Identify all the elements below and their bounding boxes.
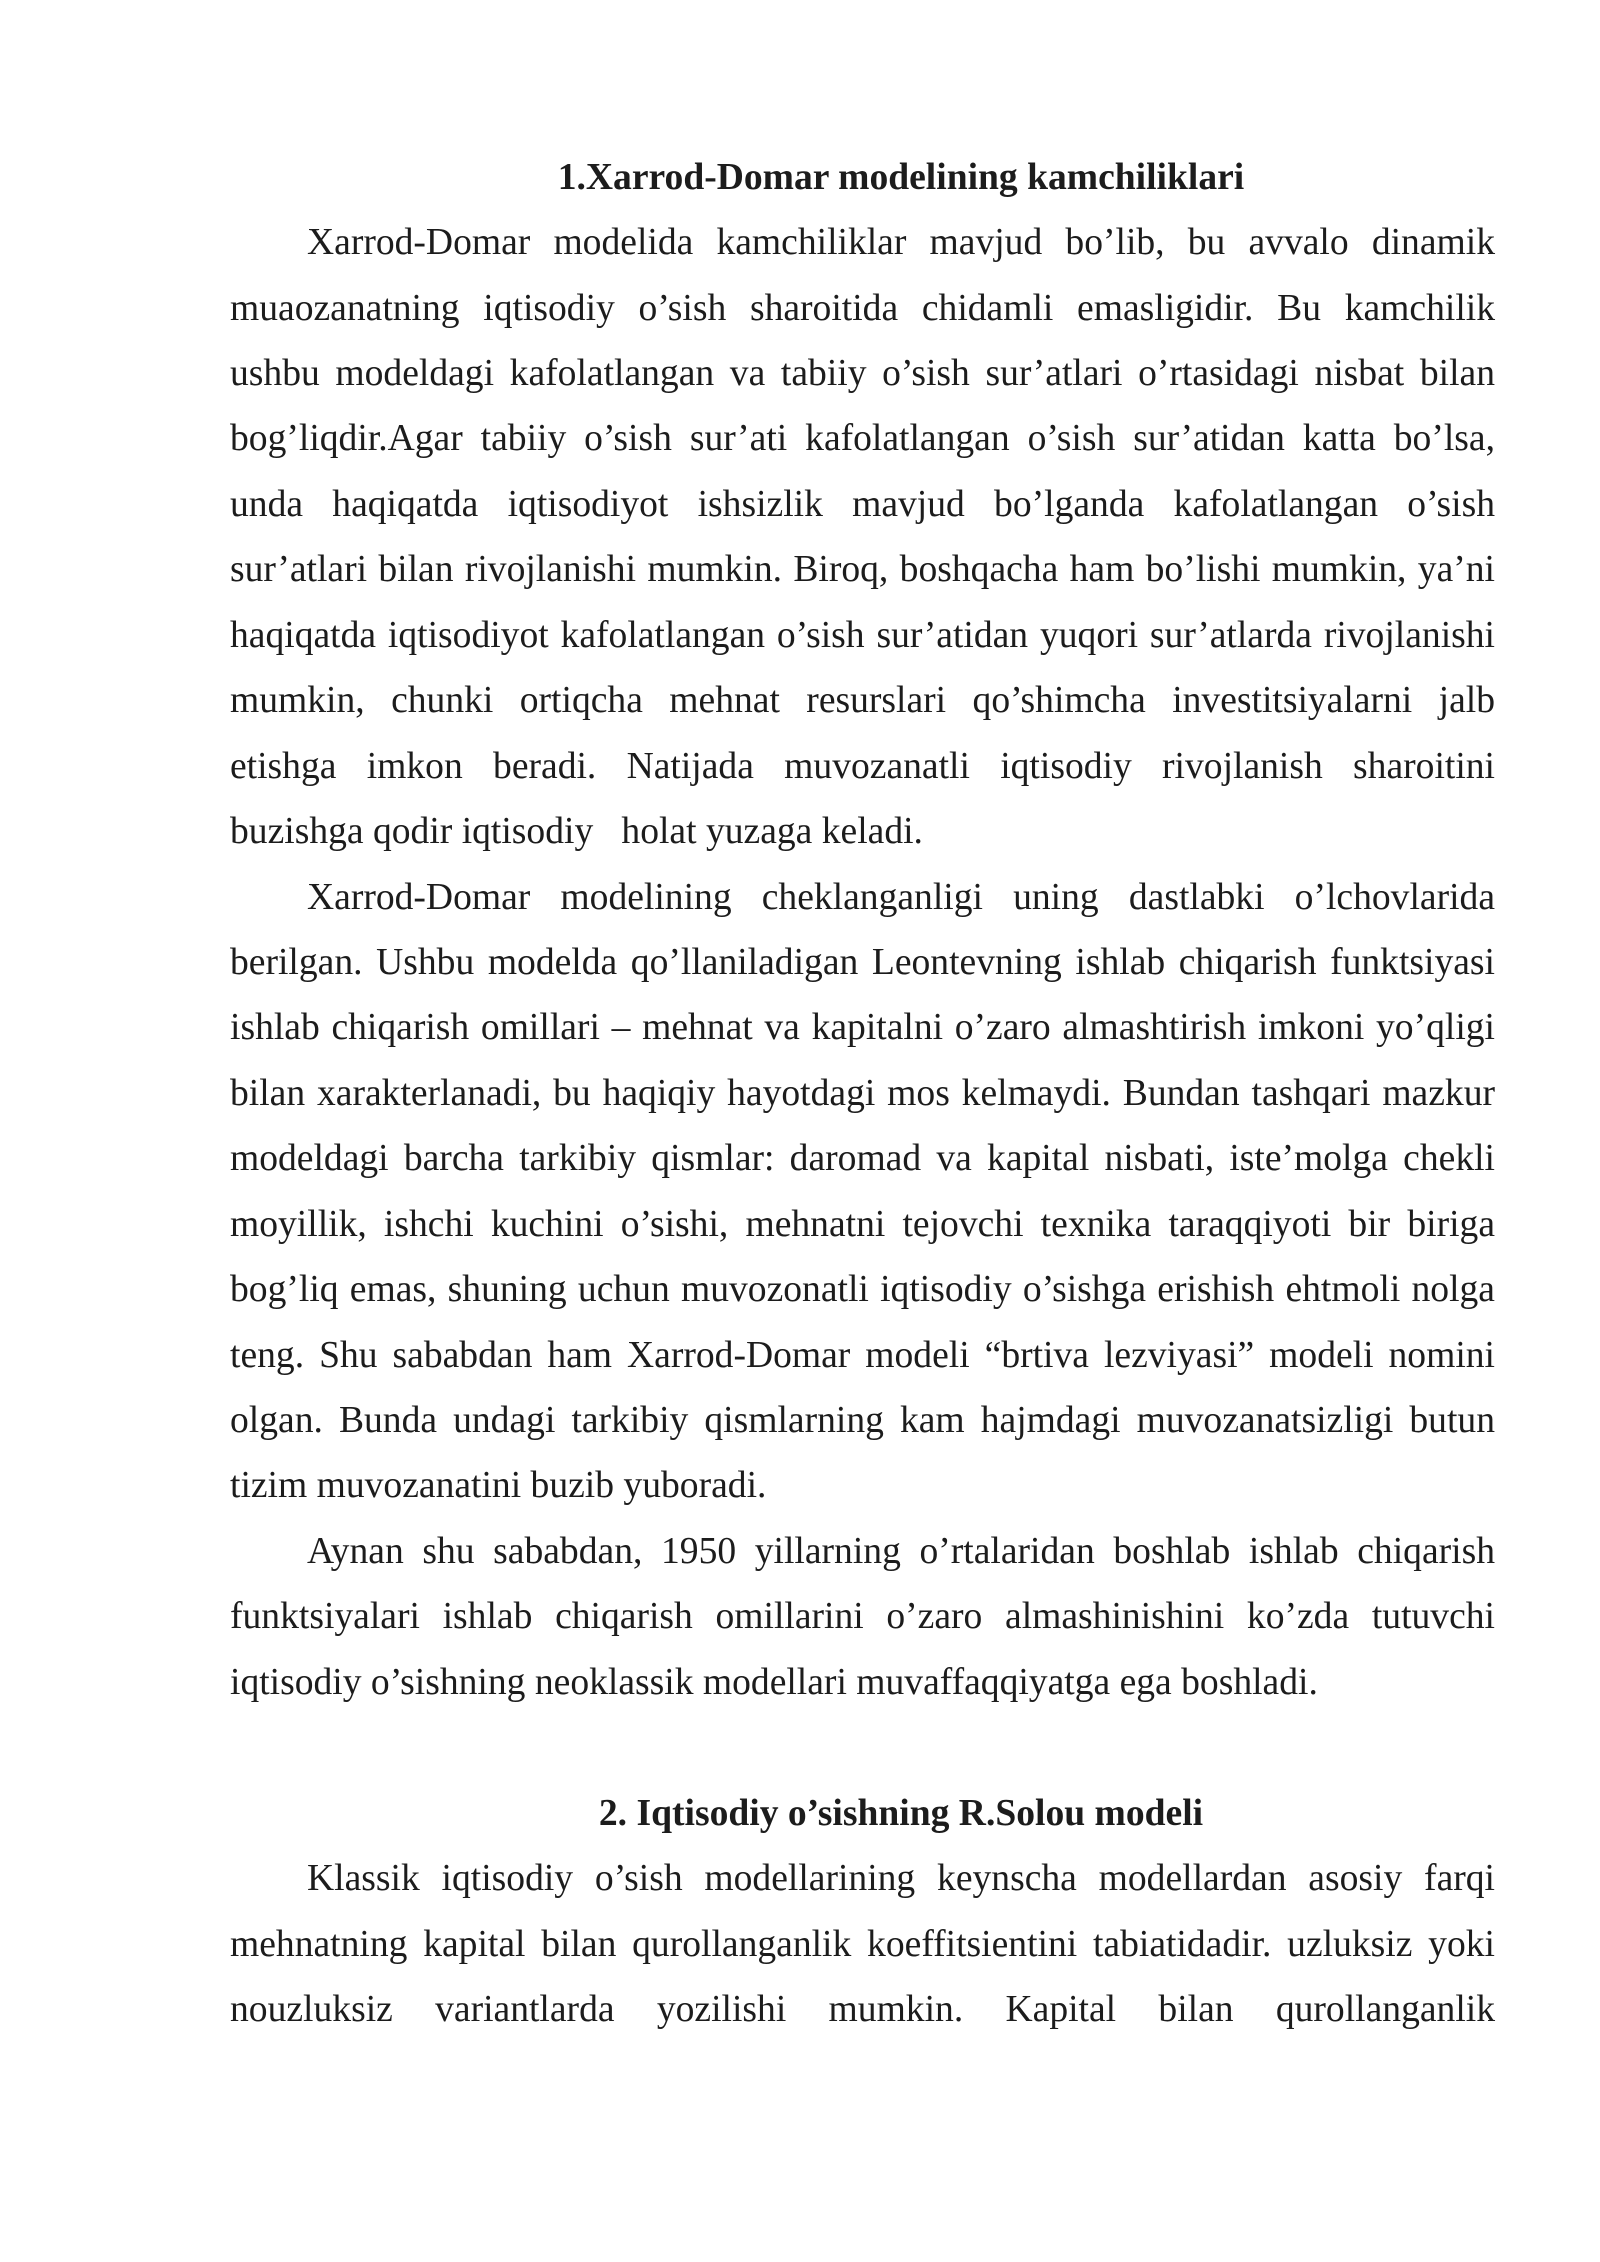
text-line: Klassik iqtisodiy o’sish modellarining keynscha modellardan asosiy farqi <box>307 1858 1495 1900</box>
text-line: berilgan. Ushbu modelda qo’llaniladigan Leontevning ishlab chiqarish funktsiyasi <box>230 941 1495 983</box>
text-line: buzishga qodir iqtisodiy holat yuzaga keladi. <box>230 811 923 853</box>
text-line: Xarrod-Domar modelida kamchiliklar mavjud bo’lib, bu avvalo dinamik <box>307 222 1495 264</box>
text-line: bilan xarakterlanadi, bu haqiqiy hayotdagi mos kelmaydi. Bundan tashqari mazkur <box>230 1072 1495 1114</box>
section-heading-2: 2. Iqtisodiy o’sishning R.Solou modeli <box>598 1792 1204 1834</box>
text-line: Xarrod-Domar modelining cheklanganligi uning dastlabki o’lchovlarida <box>307 876 1495 918</box>
paragraph-3 <box>230 1519 1495 1715</box>
paragraph-1 <box>230 210 1495 864</box>
text-line: mumkin, chunki ortiqcha mehnat resurslari qo’shimcha investitsiyalarni jalb <box>230 680 1495 722</box>
text-line: unda haqiqatda iqtisodiyot ishsizlik mavjud bo’lganda kafolatlangan o’sish <box>230 483 1495 525</box>
text-line: olgan. Bunda undagi tarkibiy qismlarning kam hajmdagi muvozanatsizligi butun <box>230 1400 1495 1441</box>
text-line: bog’liqdir.Agar tabiiy o’sish sur’ati kafolatlangan o’sish sur’atidan katta bo’lsa, <box>230 418 1495 460</box>
paragraph-4 <box>230 1846 1495 2042</box>
document-page <box>230 145 1495 2043</box>
text-line: ishlab chiqarish omillari – mehnat va kapitalni o’zaro almashtirish imkoni yo’qligi <box>230 1007 1495 1049</box>
text-line: bog’liq emas, shuning uchun muvozonatli iqtisodiy o’sishga erishish ehtmoli nolga <box>230 1269 1495 1311</box>
text-line: mehnatning kapital bilan qurollanganlik koeffitsientini tabiatidadir. uzluksiz yoki <box>230 1923 1495 1965</box>
blank-line <box>230 1715 1495 1780</box>
text-line: etishga imkon beradi. Natijada muvozanatli iqtisodiy rivojlanish sharoitini <box>230 745 1495 787</box>
text-line: iqtisodiy o’sishning neoklassik modellari muvaffaqqiyatga ega boshladi. <box>230 1661 1318 1703</box>
text-line: teng. Shu sababdan ham Xarrod-Domar modeli “brtiva lezviyasi” modeli nomini <box>230 1334 1495 1376</box>
text-line: haqiqatda iqtisodiyot kafolatlangan o’sish sur’atidan yuqori sur’atlarda rivojlanishi <box>230 614 1495 656</box>
text-line: nouzluksiz variantlarda yozilishi mumkin. Kapital bilan qurollanganlik <box>230 1988 1495 2030</box>
text-line: moyillik, ishchi kuchini o’sishi, mehnatni tejovchi texnika taraqqiyoti bir biriga <box>230 1203 1495 1245</box>
paragraph-2 <box>230 865 1495 1519</box>
text-line: muaozanatning iqtisodiy o’sish sharoitida chidamli emasligidir. Bu kamchilik <box>230 287 1495 329</box>
text-line: ushbu modeldagi kafolatlangan va tabiiy o’sish sur’atlari o’rtasidagi nisbat bilan <box>230 353 1495 394</box>
text-line: Aynan shu sababdan, 1950 yillarning o’rtalaridan boshlab ishlab chiqarish <box>307 1530 1495 1572</box>
text-line: tizim muvozanatini buzib yuboradi. <box>230 1465 767 1507</box>
section-heading-1: 1.Xarrod-Domar modelining kamchiliklari <box>557 156 1245 198</box>
text-line: modeldagi barcha tarkibiy qismlar: daromad va kapital nisbati, iste’molga chekli <box>230 1138 1495 1180</box>
text-line: funktsiyalari ishlab chiqarish omillarini o’zaro almashinishini ko’zda tutuvchi <box>230 1596 1495 1638</box>
text-line: sur’atlari bilan rivojlanishi mumkin. Biroq, boshqacha ham bo’lishi mumkin, ya’ni <box>230 549 1495 591</box>
